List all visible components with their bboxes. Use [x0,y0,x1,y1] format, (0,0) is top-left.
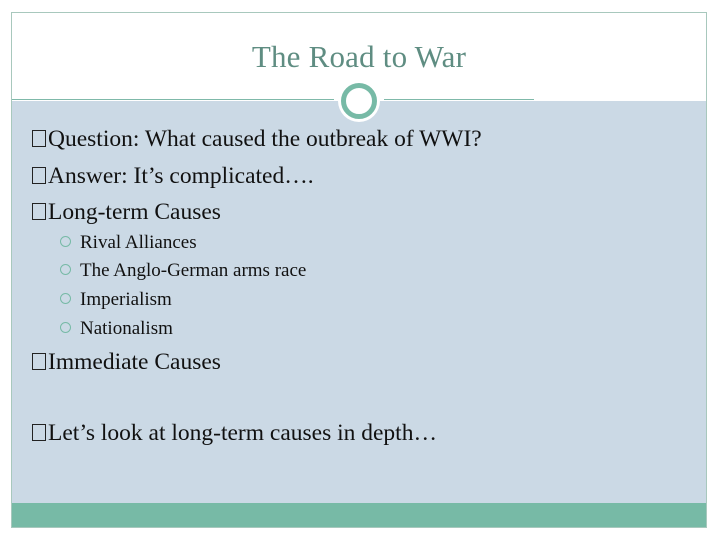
ring-bullet-icon [60,322,71,333]
bullet-long-term-text: Long-term Causes [48,199,221,225]
bullet-look [32,420,437,447]
bullet-answer-text: Answer: It’s complicated…. [48,163,314,189]
sub-bullet-text: The Anglo-German arms race [80,260,307,281]
ring-bullet-icon [60,236,71,247]
slide [11,12,707,528]
sub-bullet [60,232,197,254]
bullet-immediate-text: Immediate Causes [48,349,221,375]
missing-glyph-bullet-icon [32,167,46,184]
ring-bullet-icon [60,264,71,275]
bullet-long-term [32,199,221,226]
bullet-answer [32,163,314,190]
missing-glyph-bullet-icon [32,424,46,441]
title-divider-left [12,99,334,100]
bullet-question-text: Question: What caused the outbreak of WWI? [48,126,482,152]
missing-glyph-bullet-icon [32,203,46,220]
ring-bullet-icon [60,293,71,304]
slide-title: The Road to War [251,39,467,74]
bullet-look-text: Let’s look at long-term causes in depth… [48,420,437,446]
sub-bullet-text: Rival Alliances [80,232,197,253]
footer-bar [12,503,706,527]
sub-bullet-text: Imperialism [80,289,172,310]
bullet-question [32,126,482,153]
ring-ornament-icon [341,83,377,119]
sub-bullet-text: Nationalism [80,318,173,339]
sub-bullet [60,260,306,282]
title-divider-right [384,99,534,100]
missing-glyph-bullet-icon [32,130,46,147]
bullet-immediate [32,349,221,376]
sub-bullet [60,289,172,311]
missing-glyph-bullet-icon [32,353,46,370]
sub-bullet [60,318,173,340]
